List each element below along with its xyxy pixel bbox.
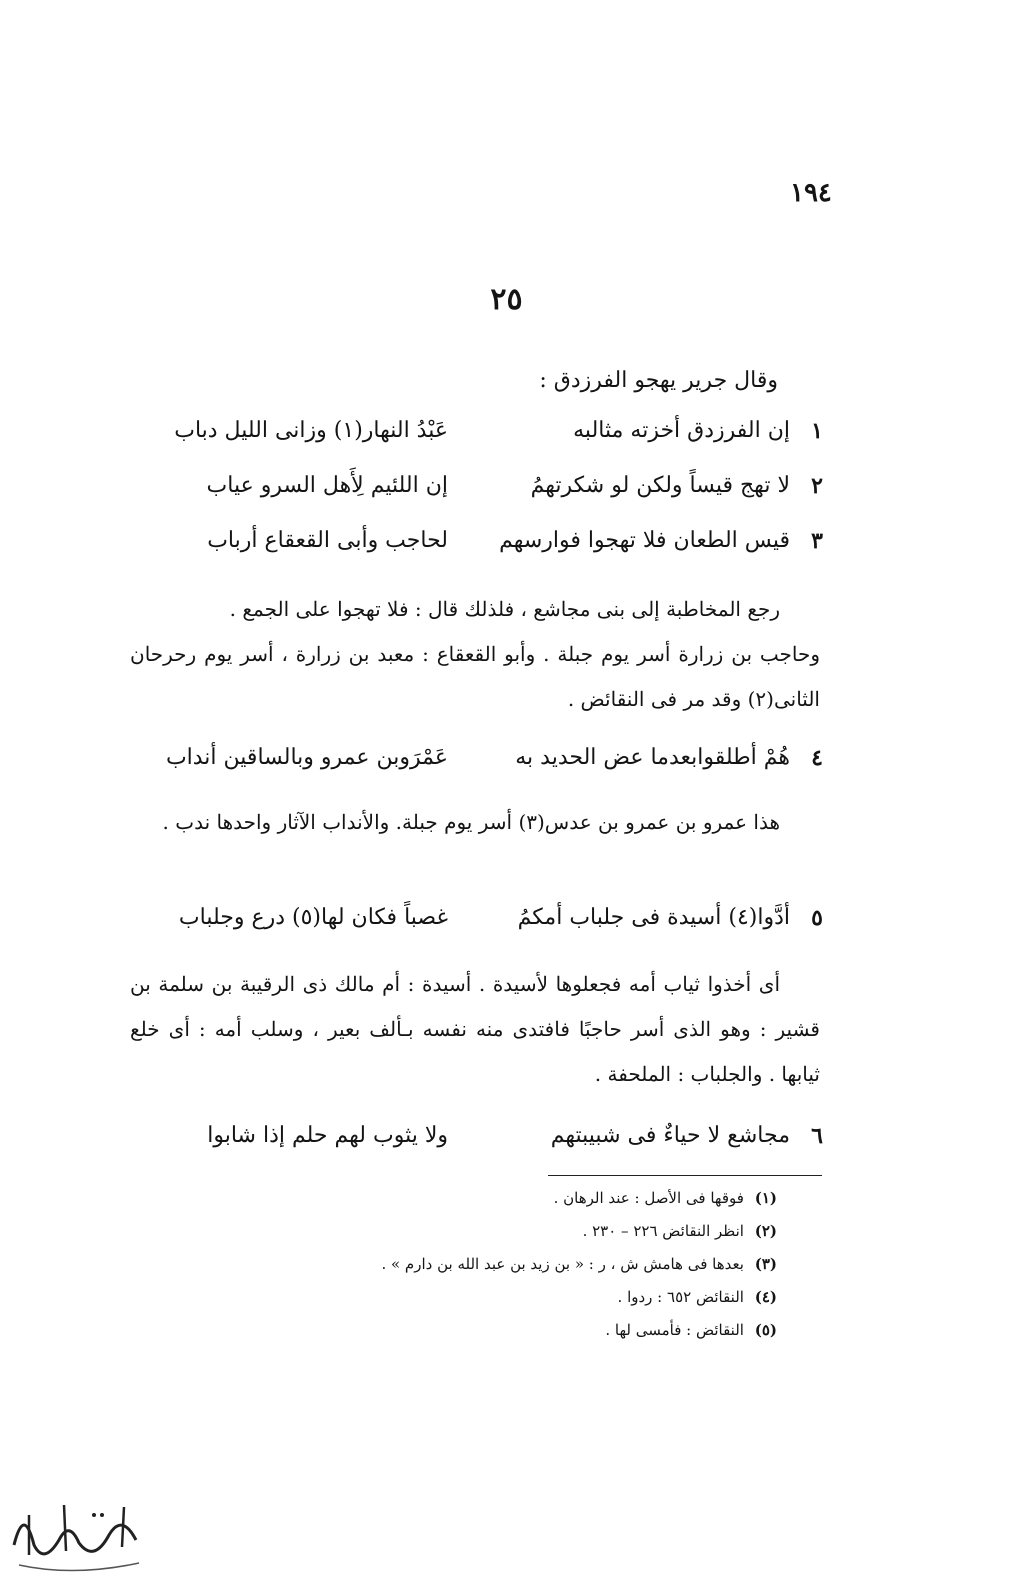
verse-second-hemistich: عَبْدُ النهار(١) وزانى الليل دباب — [174, 418, 448, 443]
verse-3 — [160, 528, 830, 564]
verse-first-hemistich: هُمْ أطلقوابعدما عض الحديد به — [515, 745, 790, 770]
verse-6 — [160, 1123, 830, 1159]
footnote-text: النقائض ٦٥٢ : ردوا . — [617, 1288, 744, 1306]
verse-number: ٥ — [811, 905, 823, 931]
verse-first-hemistich: لا تهج قيساً ولكن لو شكرتهمُ — [530, 473, 790, 498]
verse-first-hemistich: قيس الطعان فلا تهجوا فوارسهم — [499, 528, 790, 553]
footnote-text: فوقها فى الأصل : عند الرهان . — [553, 1189, 744, 1207]
footnote — [217, 1215, 777, 1248]
footnote-text: بعدها فى هامش ش ، ر : « بن زيد بن عبد الله بن دارم » . — [381, 1255, 744, 1273]
verse-second-hemistich: غصباً فكان لها(٥) درع وجلباب — [178, 905, 448, 930]
footnote-mark: (٣) — [754, 1255, 777, 1273]
verse-4 — [160, 745, 830, 781]
verse-second-hemistich: ولا يثوب لهم حلم إذا شابوا — [207, 1123, 448, 1148]
verse-second-hemistich: إن اللئيم لِأَهل السرو عياب — [206, 473, 448, 498]
verse-number: ١ — [811, 418, 823, 444]
verse-2 — [160, 473, 830, 509]
footnote-mark: (٥) — [754, 1321, 777, 1339]
footnote-text: النقائض : فأمسى لها . — [605, 1321, 744, 1339]
footnote — [217, 1314, 777, 1347]
page-number: ١٩٤ — [790, 178, 832, 208]
footnote-mark: (٤) — [754, 1288, 777, 1306]
verse-first-hemistich: أدَّوا(٤) أسيدة فى جلباب أمكمُ — [517, 905, 790, 930]
verse-number: ٤ — [811, 745, 823, 771]
verse-first-hemistich: مجاشع لا حياءٌ فى شبيبتهم — [550, 1123, 790, 1148]
footnotes — [217, 1182, 777, 1347]
footnote-mark: (٢) — [754, 1222, 777, 1240]
footnote — [217, 1248, 777, 1281]
commentary-paragraph: وحاجب بن زرارة أسر يوم جبلة . وأبو القعقاع : معبد بن زرارة ، أسر يوم رحرحان الثانى(٢) وقد مر فى النقائض . — [130, 642, 820, 711]
verse-5 — [160, 905, 830, 941]
verse-second-hemistich: عَمْرَوبن عمرو وبالساقين أنداب — [165, 745, 448, 770]
footnote — [217, 1281, 777, 1314]
commentary-paragraph: هذا عمرو بن عمرو بن عدس(٣) أسر يوم جبلة. والأنداب الآثار واحدها ندب . — [162, 810, 780, 834]
verse-number: ٦ — [811, 1123, 823, 1149]
commentary-block-2 — [130, 800, 820, 845]
calligraphy-stamp-logo — [4, 1485, 149, 1580]
poem-intro: وقال جرير يهجو الفرزدق : — [539, 368, 778, 393]
verse-number: ٣ — [811, 528, 823, 554]
verse-first-hemistich: إن الفرزدق أخزته مثالبه — [573, 418, 790, 443]
verse-number: ٢ — [811, 473, 823, 499]
footnote-mark: (١) — [754, 1189, 777, 1207]
footnote-divider — [548, 1175, 822, 1176]
poem-number: ٢٥ — [490, 282, 523, 317]
commentary-block-3 — [130, 962, 820, 1097]
footnote-text: انظر النقائض ٢٢٦ – ٢٣٠ . — [582, 1222, 744, 1240]
commentary-paragraph: رجع المخاطبة إلى بنى مجاشع ، فلذلك قال : فلا تهجوا على الجمع . — [229, 597, 780, 621]
verse-1 — [160, 418, 830, 454]
verse-second-hemistich: لحاجب وأبى القعقاع أرباب — [207, 528, 448, 553]
footnote — [217, 1182, 777, 1215]
commentary-paragraph: أى أخذوا ثياب أمه فجعلوها لأسيدة . أسيدة : أم مالك ذى الرقيبة بن سلمة بن قشير : وهو الذى أسر حاجبًا فافتدى منه نفسه بـألف بعير ، وسلب أمه : أى خلع ثيابها . والجلباب : الملحفة . — [130, 972, 820, 1086]
commentary-block-1 — [130, 587, 820, 722]
